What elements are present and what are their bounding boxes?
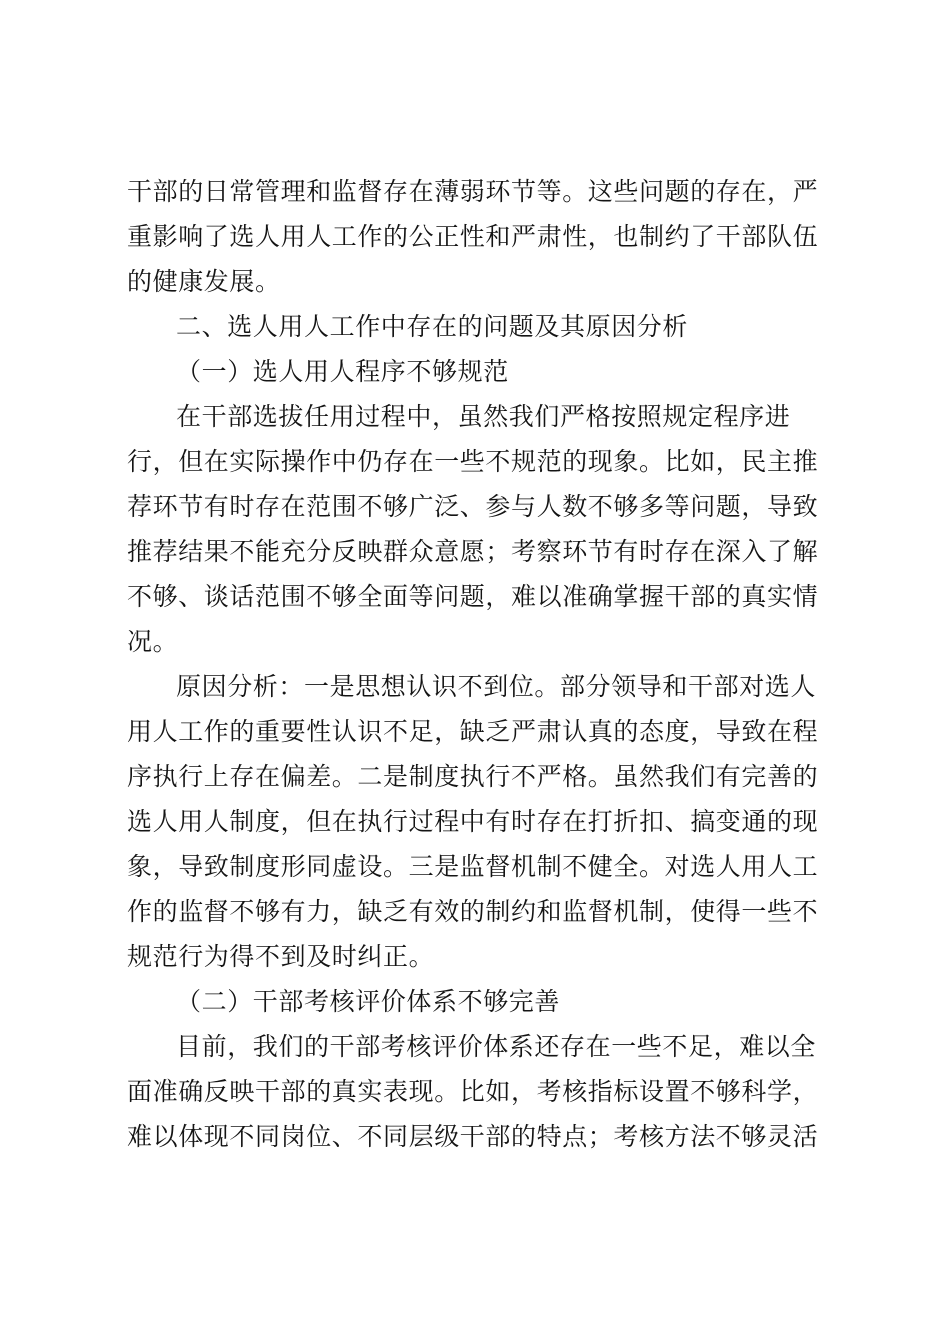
paragraph-line: 用人工作的重要性认识不足，缺乏严肃认真的态度，导致在程	[127, 717, 819, 746]
paragraph-line: 的健康发展。	[127, 267, 281, 296]
paragraph-line: 荐环节有时存在范围不够广泛、参与人数不够多等问题，导致	[127, 492, 819, 521]
paragraph-line: 原因分析：一是思想认识不到位。部分领导和干部对选人	[176, 672, 817, 701]
paragraph-line: 目前，我们的干部考核评价体系还存在一些不足，难以全	[176, 1032, 817, 1061]
paragraph-line: 面准确反映干部的真实表现。比如，考核指标设置不够科学，	[127, 1077, 819, 1106]
paragraph-line: 推荐结果不能充分反映群众意愿；考察环节有时存在深入了解	[127, 537, 819, 566]
section-heading: 二、选人用人工作中存在的问题及其原因分析	[176, 312, 689, 341]
subsection-heading: （二）干部考核评价体系不够完善	[176, 987, 561, 1016]
paragraph-line: 序执行上存在偏差。二是制度执行不严格。虽然我们有完善的	[127, 762, 819, 791]
paragraph-line: 况。	[127, 627, 179, 656]
paragraph-line: 干部的日常管理和监督存在薄弱环节等。这些问题的存在，严	[127, 177, 819, 206]
paragraph-line: 象，导致制度形同虚设。三是监督机制不健全。对选人用人工	[127, 852, 819, 881]
paragraph-line: 行，但在实际操作中仍存在一些不规范的现象。比如，民主推	[127, 447, 819, 476]
paragraph-line: 选人用人制度，但在执行过程中有时存在打折扣、搞变通的现	[127, 807, 819, 836]
paragraph-line: 难以体现不同岗位、不同层级干部的特点；考核方法不够灵活	[127, 1122, 819, 1151]
paragraph-line: 不够、谈话范围不够全面等问题，难以准确掌握干部的真实情	[127, 582, 819, 611]
paragraph-line: 作的监督不够有力，缺乏有效的制约和监督机制，使得一些不	[127, 897, 819, 926]
paragraph-line: 规范行为得不到及时纠正。	[127, 942, 435, 971]
subsection-heading: （一）选人用人程序不够规范	[176, 357, 509, 386]
paragraph-line: 在干部选拔任用过程中，虽然我们严格按照规定程序进	[176, 402, 791, 431]
paragraph-line: 重影响了选人用人工作的公正性和严肃性，也制约了干部队伍	[127, 222, 819, 251]
